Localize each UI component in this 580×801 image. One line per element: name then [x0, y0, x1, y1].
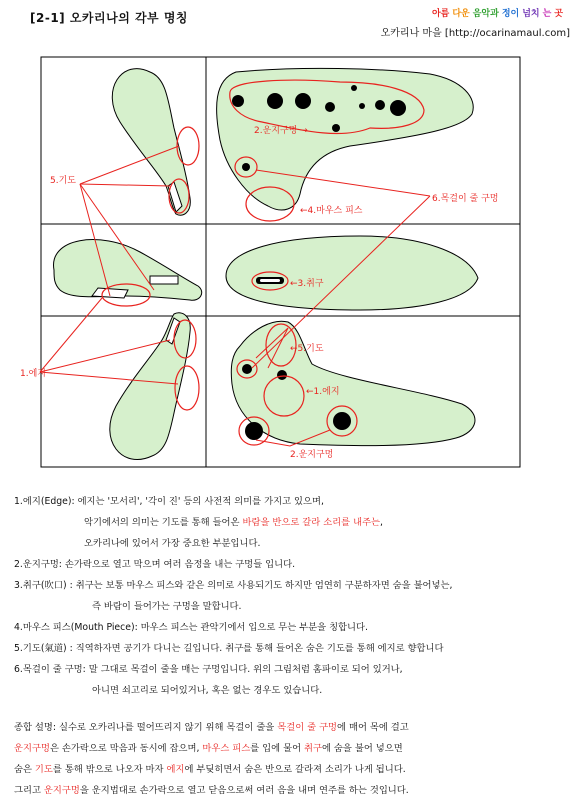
windway-marker-top: [177, 127, 199, 165]
ocarina-side-view-top: [112, 69, 190, 216]
description: [14, 491, 574, 801]
desc-edge-line3: 오카리나에 있어서 가장 중요한 부분입니다.: [84, 538, 261, 549]
label-mouthpiece: ←4.마우스 피스: [300, 206, 363, 216]
slogan-word: 아름: [431, 9, 450, 19]
text-span: 을 운지법대로 손가락으로 열고 닫음으로써 여러 음을 내며 연주를 하는 것입니다.: [79, 785, 409, 796]
highlight-text: 운지구멍: [43, 785, 80, 796]
page-title: [2-1] 오카리나의 각부 명칭: [30, 11, 189, 25]
summary-line3: [14, 759, 574, 780]
label-windway-left: 5.기도: [50, 176, 76, 186]
desc-blowhole-line2: 즉 바람이 들어가는 구멍을 말합니다.: [92, 601, 242, 612]
desc-fingerhole: 2.운지구멍: 손가락으로 열고 막으며 여러 음정을 내는 구멍들 입니다.: [14, 559, 296, 570]
finger-hole: [390, 100, 406, 116]
label-edge-right: ←1.에지: [306, 387, 340, 397]
finger-hole: [267, 93, 283, 109]
thumb-hole: [333, 412, 351, 430]
highlight-text: 목걸이 줄 구멍: [277, 722, 338, 733]
ocarina-side-view-bottom: [110, 313, 190, 460]
finger-hole: [351, 85, 357, 91]
highlight-text: 기도: [34, 764, 53, 775]
desc-edge-line2: [14, 512, 574, 533]
finger-hole: [295, 93, 311, 109]
highlight-text: 마우스 피스: [202, 743, 251, 754]
text-span: 에 숨을 불어 넣으면: [322, 743, 403, 754]
highlight-text: 운지구멍: [14, 743, 50, 754]
slogan-word: 정이: [501, 9, 520, 19]
text-span: 에 부딪히면서 숨은 반으로 갈라져 소리가 나게 됩니다.: [184, 764, 406, 775]
edge-point: [277, 370, 287, 380]
leader-line: [40, 298, 102, 372]
label-blowhole: ←3.취구: [290, 279, 324, 289]
thumb-hole: [245, 422, 263, 440]
text-span: 에 매어 목에 걸고: [337, 722, 409, 733]
thumb-hole: [242, 364, 252, 374]
slogan-word: 는: [542, 9, 552, 19]
slogan-word: 다운: [452, 9, 470, 19]
text-span: 종합 설명: 실수로 오카리나를 떨어뜨리지 않기 위해 목걸이 줄을: [14, 722, 278, 733]
summary-line1: [14, 717, 574, 738]
summary-line4: [14, 780, 574, 801]
label-windway-right: ←5.기도: [290, 344, 324, 354]
finger-hole: [232, 95, 244, 107]
text-span: 숨은: [14, 764, 35, 775]
finger-hole: [375, 100, 385, 110]
slogan-word: 곳: [554, 9, 563, 19]
text-span: 를 입에 물어: [250, 743, 305, 754]
finger-hole: [359, 103, 365, 109]
summary: [14, 717, 574, 801]
windway-channel-middle: [92, 288, 128, 298]
desc-tiehole-line2: 아니면 쇠고리로 되어있거나, 혹은 없는 경우도 있습니다.: [92, 685, 323, 696]
desc-windway: 5.기도(氣道) : 직역하자면 공기가 다니는 길입니다. 취구를 통해 들어온 숨은 기도를 통해 에지로 향합니다: [14, 643, 444, 654]
text-span: 은 손가락으로 막음과 동시에 잡으며,: [49, 743, 203, 754]
label-fingerhole-bottom: 2.운지구멍: [290, 450, 334, 460]
finger-hole: [332, 124, 340, 132]
highlight-text: 취구: [304, 743, 322, 754]
text-span: ,: [380, 517, 384, 528]
finger-hole: [325, 102, 335, 112]
text-span: 를 통해 밖으로 나오자 마자: [52, 764, 167, 775]
text-span: 그리고: [14, 785, 44, 796]
label-edge-left: 1.에지: [20, 369, 46, 379]
slogan-word: 넘치: [522, 9, 540, 19]
text-span: 악기에서의 의미는 기도를 통해 들어온: [84, 517, 243, 528]
highlight-text: 바람을 반으로 갈라 소리를 내주는: [242, 517, 381, 528]
desc-blowhole-line1: 3.취구(吹口) : 취구는 보통 마우스 피스와 같은 의미로 사용되기도 하지만 엄연히 구분하자면 숨을 불어넣는,: [14, 580, 453, 591]
desc-tiehole-line1: 6.목걸이 줄 구멍: 말 그대로 목걸이 줄을 매는 구멍입니다. 위의 그림처럼 홈파이로 되어 있거나,: [14, 664, 403, 675]
desc-edge-line1: 1.에지(Edge): 에지는 '모서리', '각이 진' 등의 사전적 의미를 가지고 있으며,: [14, 496, 324, 507]
label-fingerhole-top: 2.운지구멍 →: [254, 126, 308, 136]
leader-line: [80, 184, 170, 186]
desc-mouthpiece: 4.마우스 피스(Mouth Piece): 마우스 피스는 관악기에서 입으로 무는 부분을 칭합니다.: [14, 622, 368, 633]
summary-line2: [14, 738, 574, 759]
highlight-text: 에지: [166, 764, 185, 775]
slogan-word: 음악과: [472, 9, 499, 19]
site-credit: 오카리나 마을 [http://ocarinamaul.com]: [380, 28, 570, 39]
ocarina-front-view: [217, 68, 474, 210]
windway-channel-right: [150, 276, 178, 284]
label-tie-hole: 6.목걸이 줄 구멍: [432, 194, 499, 204]
tie-hole: [242, 163, 250, 171]
